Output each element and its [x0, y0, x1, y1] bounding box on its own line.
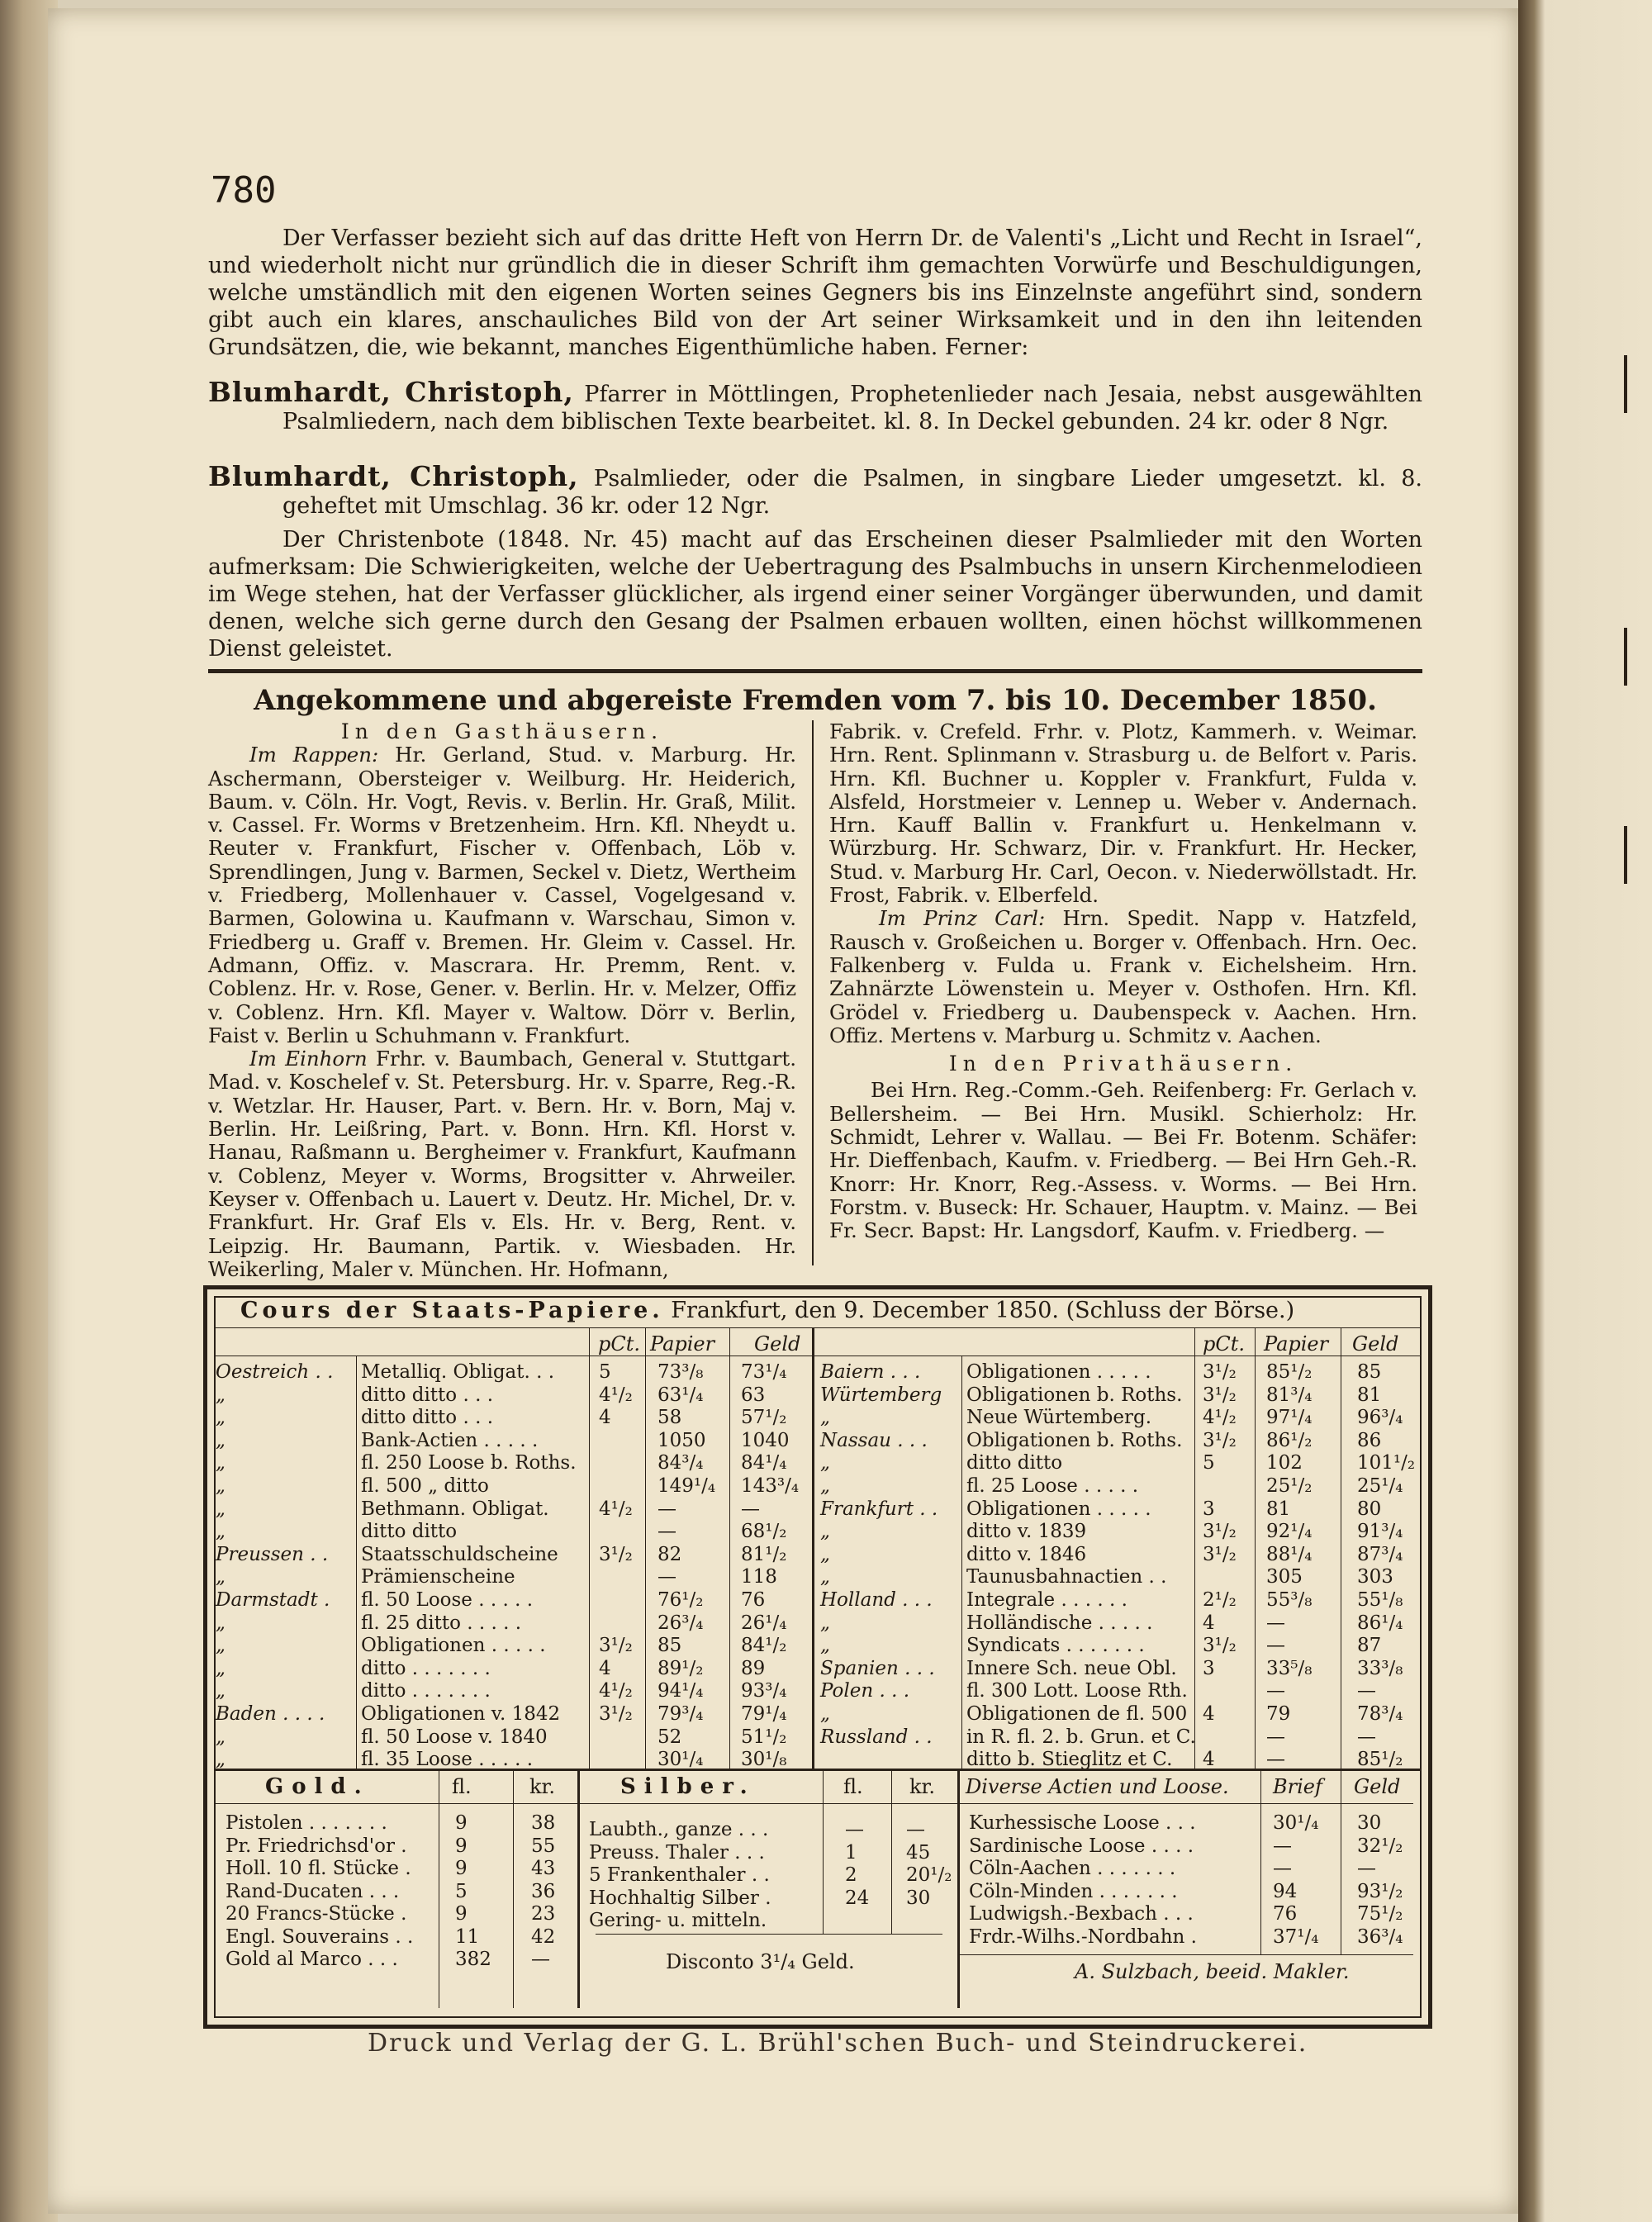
silber-row-name: 5 Frankenthaler . .: [589, 1864, 770, 1886]
right-row-geld: 85: [1357, 1361, 1382, 1383]
diverse-row-geld: 36³/₄: [1357, 1925, 1403, 1948]
right-row-papier: 55³/₈: [1266, 1589, 1313, 1611]
section-divider: [208, 669, 1422, 673]
left-row-pct: 3¹/₂: [599, 1703, 633, 1725]
diverse-row-name: Sardinische Loose . . . .: [969, 1835, 1194, 1857]
right-row-name: Innere Sch. neue Obl.: [966, 1657, 1177, 1679]
left-row-country: „: [216, 1726, 225, 1748]
right-row-geld: 80: [1357, 1498, 1382, 1520]
right-row-geld: 86¹/₄: [1357, 1612, 1403, 1634]
left-row-geld: 68¹/₂: [741, 1521, 787, 1543]
right-row-country: „: [820, 1407, 830, 1429]
book-entry-1-text: Pfarrer in Möttlingen, Prophetenlieder nach Jesaia, nebst ausgewählten Psalmliedern, nach dem biblischen Texte bearbeitet. kl. 8. In Deckel gebunden. 24 kr. oder 8 Ngr.: [282, 382, 1423, 434]
left-row-geld: 73¹/₄: [741, 1361, 787, 1383]
diverse-row-brief: 76: [1273, 1903, 1298, 1925]
diverse-row-name: Ludwigsh.-Bexbach . . .: [969, 1903, 1194, 1925]
diverse-row-brief: 94: [1273, 1880, 1298, 1902]
silber-row-fl: 2: [845, 1864, 857, 1886]
left-row-papier: 76¹/₂: [657, 1589, 704, 1611]
left-row-pct: 3¹/₂: [599, 1635, 633, 1657]
left-row-name: ditto ditto: [361, 1521, 458, 1543]
left-row-papier: 94¹/₄: [657, 1680, 704, 1702]
arrivals-heading: Angekommene und abgereiste Fremden vom 7. bis 10. December 1850.: [254, 684, 1377, 717]
right-row-pct: 3: [1203, 1498, 1215, 1520]
left-row-papier: 82: [657, 1543, 682, 1565]
right-row-pct: 4¹/₂: [1203, 1407, 1237, 1429]
left-row-papier: 89¹/₂: [657, 1657, 704, 1679]
left-row-name: Bethmann. Obligat.: [361, 1498, 549, 1520]
prinz-paragraph: [829, 907, 1417, 1047]
diverse-row-geld: —: [1357, 1858, 1376, 1879]
silber-row-kr: 45: [906, 1841, 931, 1864]
right-row-pct: 4: [1203, 1749, 1215, 1771]
right-row-name: ditto v. 1839: [966, 1521, 1087, 1543]
col-line: [645, 1327, 646, 1769]
facing-page-mark: [1624, 826, 1652, 884]
bottom-section-rule: [214, 1769, 1422, 1771]
left-row-name: ditto ditto . . .: [361, 1407, 494, 1429]
silber-row-fl: 1: [845, 1841, 857, 1864]
gold-row-name: 20 Francs-Stücke .: [225, 1903, 407, 1925]
right-row-pct: 3¹/₂: [1203, 1429, 1237, 1451]
disconto: Disconto 3¹/₄ Geld.: [666, 1950, 855, 1973]
left-row-country: Oestreich . .: [216, 1361, 334, 1383]
makler-rule: [957, 1954, 1413, 1955]
right-row-name: fl. 300 Lott. Loose Rth.: [966, 1680, 1188, 1702]
silber-row-name: Hochhaltig Silber .: [589, 1887, 771, 1909]
diverse-title: Diverse Actien und Loose.: [966, 1775, 1229, 1798]
left-row-name: fl. 35 Loose . . . . .: [361, 1749, 534, 1771]
right-row-geld: 85¹/₂: [1357, 1749, 1403, 1771]
right-header-papier: Papier: [1264, 1332, 1329, 1356]
book-entry-2-author: Blumhardt, Christoph,: [208, 460, 579, 492]
left-header-papier: Papier: [650, 1332, 715, 1356]
right-row-name: Taunusbahnactien . .: [966, 1566, 1167, 1588]
right-row-papier: 102: [1266, 1452, 1303, 1474]
left-row-papier: 30¹/₄: [657, 1749, 704, 1771]
silber-header-rule: [577, 1803, 957, 1804]
right-row-name: Neue Würtemberg.: [966, 1407, 1152, 1429]
silber-row-kr: 30: [906, 1887, 931, 1909]
review-paragraph-2: Der Christenbote (1848. Nr. 45) macht auf das Erscheinen dieser Psalmlieder mit den Worten aufmerksam: Die Schwierigkeiten, welche der Uebertragung des Psalmbuchs in unsern Kirchenmelodieen im Wege stehen, hat der Verfasser glücklicher, als irgend einer seiner Vorgänger überwunden, und damit denen, welche sich gerne durch den Gesang der Psalmen erbauen wollten, einen höchst willkommenen Dienst geleistet.: [208, 527, 1422, 662]
col2-paragraph: Fabrik. v. Crefeld. Frhr. v. Plotz, Kammerh. v. Weimar. Hrn. Rent. Splinmann v. Strasburg u. de Belfort v. Paris. Hrn. Kfl. Buchner u. Koppler v. Frankfurt, Fulda v. Alsfeld, Horstmeier v. Lennep u. Weber v. Andernach. Hrn. Kauff Ballin v. Frankfurt u. Henkelmann v. Würzburg. Hr. Schwarz, Dir. v. Frankfurt. Hr. Hecker, Stud. v. Marburg Hr. Carl, Oecon. v. Niederwöllstadt. Hr. Frost, Fabrik. v. Elberfeld.: [829, 719, 1417, 908]
left-header-geld: Geld: [754, 1332, 801, 1356]
right-row-geld: 78³/₄: [1357, 1703, 1403, 1725]
left-row-pct: 5: [599, 1361, 611, 1383]
rappen-text: Hr. Gerland, Stud. v. Marburg. Hr. Aschermann, Obersteiger v. Weilburg. Hr. Heiderich, Baum. v. Cöln. Hr. Vogt, Revis. v. Berlin. Hr. Graß, Milit. v. Cassel. Fr. Worms v Bretzenheim. Hrn. Kfl. Nheydt u. Reuter v. Frankfurt, Fischer v. Offenbach, Löb v. Sprendlingen, Jung v. Barmen, Seckel v. Dietz, Wertheim v. Friedberg, Mollenhauer v. Cassel, Vogelgesand v. Barmen, Golowina u. Kaufmann v. Warschau, Simon v. Friedberg u. Graff v. Bremen. Hr. Gleim v. Cassel. Hr. Admann, Offiz. v. Mascrara. Hr. Premm, Rent. v. Coblenz. Hr. v. Rose, Gener. v. Berlin. Hr. v. Melzer, Offiz v. Coblenz. Hrn. Kfl. Mayer v. Waltow. Dörr v. Berlin, Faist v. Berlin u Schuhmann v. Frankfurt.: [208, 743, 796, 1047]
right-row-name: in R. fl. 2. b. Grun. et C.: [966, 1726, 1196, 1748]
left-row-geld: 118: [741, 1566, 777, 1588]
silber-row-name: Laubth., ganze . . .: [589, 1819, 769, 1840]
right-row-papier: —: [1266, 1749, 1285, 1771]
right-row-papier: 85¹/₂: [1266, 1361, 1313, 1383]
right-row-country: „: [820, 1612, 830, 1634]
col-line: [589, 1327, 590, 1769]
book-entry-1: [208, 378, 1422, 435]
right-row-pct: 3¹/₂: [1203, 1521, 1237, 1543]
einhorn-paragraph: [208, 1047, 796, 1281]
book-entry-1-author: Blumhardt, Christoph,: [208, 376, 574, 408]
facing-page-edge: [1518, 0, 1652, 2222]
gold-row-fl: 9: [455, 1835, 468, 1857]
left-row-name: Bank-Actien . . . . .: [361, 1429, 539, 1451]
left-row-papier: 1050: [657, 1429, 706, 1451]
left-row-geld: 57¹/₂: [741, 1407, 787, 1429]
right-row-papier: 79: [1266, 1703, 1291, 1725]
right-row-pct: 4: [1203, 1703, 1215, 1725]
col-divider-main: [812, 1327, 814, 1769]
gold-row-kr: 23: [531, 1903, 556, 1925]
right-row-geld: 87³/₄: [1357, 1543, 1403, 1565]
right-row-pct: 2¹/₂: [1203, 1589, 1237, 1611]
left-row-geld: 26¹/₄: [741, 1612, 787, 1634]
book-entry-2-text: Psalmlieder, oder die Psalmen, in singbare Lieder umgesetzt. kl. 8. geheftet mit Umschlag. 36 kr. oder 12 Ngr.: [282, 466, 1423, 519]
left-row-country: Darmstadt .: [216, 1589, 330, 1611]
gold-row-fl: 9: [455, 1858, 468, 1879]
right-row-country: Nassau . . .: [820, 1429, 928, 1451]
left-row-name: Obligationen . . . . .: [361, 1635, 546, 1657]
left-row-papier: —: [657, 1521, 676, 1543]
einhorn-text: Frhr. v. Baumbach, General v. Stuttgart. Mad. v. Koschelef v. St. Petersburg. Hr. v. Sparre, Reg.-R. v. Wetzlar. Hr. Hauser, Part. v. Bern. Hr. v. Born, Maj v. Berlin. Hr. Leißring, Part. v. Bonn. Hrn. Kfl. Horst v. Hanau, Raßmann u. Bergheimer v. Frankfurt, Kaufmann v. Coblenz, Meyer v. Worms, Brogsitter v. Ahrweiler. Keyser v. Offenbach u. Lauert v. Deutz. Hr. Michel, Dr. v. Frankfurt. Hr. Graf Els v. Els. Hr. v. Berg, Rent. v. Leipzig. Hr. Baumann, Partik. v. Wiesbaden. Hr. Weikerling, Maler v. München. Hr. Hofmann,: [208, 1047, 797, 1281]
silber-line: [891, 1769, 892, 1934]
right-row-country: „: [820, 1543, 830, 1565]
right-row-name: Obligationen de fl. 500: [966, 1703, 1188, 1725]
right-row-name: ditto b. Stieglitz et C.: [966, 1749, 1173, 1771]
gold-row-name: Rand-Ducaten . . .: [225, 1880, 400, 1902]
gold-header-rule: [214, 1803, 577, 1804]
book-entry-2: [208, 460, 1423, 520]
right-row-geld: —: [1357, 1680, 1376, 1702]
diverse-row-geld: 93¹/₂: [1357, 1880, 1403, 1902]
silber-diverse-divider: [957, 1769, 960, 2008]
gold-row-fl: 382: [455, 1949, 491, 1970]
right-row-name: ditto v. 1846: [966, 1543, 1087, 1565]
left-row-pct: 4¹/₂: [599, 1680, 633, 1702]
right-row-name: Holländische . . . . .: [966, 1612, 1153, 1634]
right-row-name: Syndicats . . . . . . .: [966, 1635, 1145, 1657]
left-row-geld: 30¹/₈: [741, 1749, 787, 1771]
right-row-geld: 55¹/₈: [1357, 1589, 1403, 1611]
left-row-pct: 3¹/₂: [599, 1543, 633, 1565]
facing-page-mark: [1624, 355, 1652, 413]
gold-row-name: Pr. Friedrichsd'or .: [225, 1835, 407, 1857]
right-row-pct: 3¹/₂: [1203, 1635, 1237, 1657]
left-row-papier: —: [657, 1498, 676, 1520]
right-row-papier: 81³/₄: [1266, 1384, 1313, 1406]
left-row-country: Preussen . .: [216, 1543, 329, 1565]
rappen-label: Im Rappen:: [249, 743, 379, 767]
left-row-country: „: [216, 1635, 225, 1657]
diverse-header-rule: [957, 1803, 1413, 1804]
left-row-country: „: [216, 1475, 225, 1497]
right-row-name: Obligationen . . . . .: [966, 1498, 1151, 1520]
right-row-papier: 25¹/₂: [1266, 1475, 1313, 1497]
left-row-geld: 76: [741, 1589, 766, 1611]
right-header-pct: pCt.: [1203, 1332, 1245, 1356]
left-row-papier: 79³/₄: [657, 1703, 704, 1725]
col-line: [356, 1356, 357, 1769]
right-row-country: „: [820, 1635, 830, 1657]
privat-paragraph: Bei Hrn. Reg.-Comm.-Geh. Reifenberg: Fr. Gerlach v. Bellersheim. — Bei Hrn. Musikl. Schierholz: Hr. Schmidt, Lehrer v. Wallau. — Bei Fr. Botenm. Schäfer: Hr. Dieffenbach, Kaufm. v. Friedberg. — Bei Hrn Geh.-R. Knorr: Hr. Knorr, Reg.-Assess. v. Worms. — Bei Hrn. Forstm. v. Buseck: Hr. Schauer, Hauptm. v. Mainz. — Bei Fr. Secr. Bapst: Hr. Langsdorf, Kaufm. v. Friedberg. —: [829, 1078, 1417, 1243]
left-row-geld: 79¹/₄: [741, 1703, 787, 1725]
left-row-name: fl. 500 „ ditto: [361, 1475, 489, 1497]
silber-row-name: Preuss. Thaler . . .: [589, 1841, 765, 1864]
gold-row-kr: 42: [531, 1925, 556, 1948]
diverse-row-name: Kurhessische Loose . . .: [969, 1812, 1196, 1834]
left-row-geld: 81¹/₂: [741, 1543, 787, 1565]
right-row-country: „: [820, 1475, 830, 1497]
left-row-papier: 85: [657, 1635, 682, 1657]
subhead-privathaeuser: In den Privathäusern.: [948, 1052, 1298, 1076]
diverse-row-brief: 37¹/₄: [1273, 1925, 1319, 1948]
prinz-label: Im Prinz Carl:: [879, 906, 1046, 931]
left-row-name: fl. 25 ditto . . . . .: [361, 1612, 522, 1634]
left-row-country: „: [216, 1612, 225, 1634]
right-row-geld: 81: [1357, 1384, 1382, 1406]
left-row-papier: 52: [657, 1726, 682, 1748]
right-row-pct: 3: [1203, 1657, 1215, 1679]
right-row-geld: 87: [1357, 1635, 1382, 1657]
right-row-country: Russland . .: [820, 1726, 933, 1748]
right-row-name: Obligationen b. Roths.: [966, 1384, 1183, 1406]
stock-table: [203, 1285, 1432, 2029]
diverse-row-brief: —: [1273, 1835, 1292, 1857]
right-row-papier: 81: [1266, 1498, 1291, 1520]
right-row-country: Baiern . . .: [820, 1361, 921, 1383]
right-row-geld: 303: [1357, 1566, 1393, 1588]
right-row-geld: —: [1357, 1726, 1376, 1748]
right-row-geld: 101¹/₂: [1357, 1452, 1416, 1474]
left-header-pct: pCt.: [598, 1332, 640, 1356]
silber-row-kr: —: [906, 1819, 925, 1840]
left-row-country: „: [216, 1657, 225, 1679]
right-row-country: Holland . . .: [820, 1589, 933, 1611]
left-row-name: fl. 50 Loose v. 1840: [361, 1726, 548, 1748]
left-row-country: Baden . . . .: [216, 1703, 325, 1725]
left-row-name: Prämienscheine: [361, 1566, 515, 1588]
left-row-country: „: [216, 1498, 225, 1520]
left-row-papier: 63¹/₄: [657, 1384, 704, 1406]
left-row-pct: 4: [599, 1657, 611, 1679]
left-row-pct: 4¹/₂: [599, 1498, 633, 1520]
left-row-papier: 58: [657, 1407, 682, 1429]
review-paragraph-1: Der Verfasser bezieht sich auf das dritte Heft von Herrn Dr. de Valenti's „Licht und Recht in Israel“, und wiederholt nicht nur gründlich die in dieser Schrift ihm gemachten Vorwürfe und Beschuldigungen, welche umständlich mit den eigenen Worten seines Gegners bis ins Einzelnste angeführt sind, sondern gibt auch ein klares, anschauliches Bild von der Art seiner Wirksamkeit und in den ihn leitenden Grundsätzen, die, wie bekannt, manches Eigenthümliche haben. Ferner:: [208, 226, 1422, 360]
gold-row-fl: 11: [455, 1925, 480, 1948]
right-row-geld: 96³/₄: [1357, 1407, 1403, 1429]
col-line: [961, 1356, 962, 1769]
gold-kr-header: kr.: [529, 1775, 556, 1798]
silber-title: Silber.: [620, 1774, 756, 1799]
silber-fl-header: fl.: [843, 1775, 863, 1798]
silber-kr-header: kr.: [909, 1775, 936, 1798]
arrivals-column-left: [208, 720, 796, 1281]
left-row-name: ditto . . . . . . .: [361, 1680, 491, 1702]
gold-row-name: Gold al Marco . . .: [225, 1949, 398, 1970]
disconto-rule: [596, 1934, 942, 1935]
right-row-papier: 33⁵/₈: [1266, 1657, 1313, 1679]
right-row-papier: —: [1266, 1726, 1285, 1748]
col-line: [729, 1327, 730, 1769]
gold-row-kr: 43: [531, 1858, 556, 1879]
right-row-geld: 86: [1357, 1429, 1382, 1451]
page-number: 780: [211, 169, 277, 211]
left-row-name: fl. 50 Loose . . . . .: [361, 1589, 534, 1611]
gold-row-kr: 55: [531, 1835, 556, 1857]
right-row-papier: —: [1266, 1680, 1285, 1702]
right-row-country: Frankfurt . .: [820, 1498, 938, 1520]
facing-page-mark: [1624, 628, 1652, 686]
gold-row-fl: 9: [455, 1812, 468, 1834]
col-line: [1255, 1327, 1256, 1769]
left-row-name: Metalliq. Obligat. . .: [361, 1361, 555, 1383]
subhead-gasthaeuser: In den Gasthäusern.: [340, 719, 664, 743]
right-row-pct: 4: [1203, 1612, 1215, 1634]
right-row-country: Polen . . .: [820, 1680, 910, 1702]
left-row-papier: —: [657, 1566, 676, 1588]
left-row-country: „: [216, 1452, 225, 1474]
silber-line: [823, 1769, 824, 1934]
right-row-pct: 3¹/₂: [1203, 1361, 1237, 1383]
gold-row-kr: —: [531, 1949, 550, 1970]
right-row-name: Obligationen . . . . .: [966, 1361, 1151, 1383]
right-row-papier: 86¹/₂: [1266, 1429, 1313, 1451]
right-row-country: Spanien . . .: [820, 1657, 935, 1679]
right-row-papier: 305: [1266, 1566, 1303, 1588]
left-row-country: „: [216, 1384, 225, 1406]
left-row-country: „: [216, 1521, 225, 1543]
title-rule: [214, 1327, 1422, 1328]
gold-fl-header: fl.: [452, 1775, 472, 1798]
diverse-row-name: Cöln-Minden . . . . . . .: [969, 1880, 1178, 1902]
left-row-country: „: [216, 1566, 225, 1588]
right-row-name: ditto ditto: [966, 1452, 1063, 1474]
left-row-geld: 84¹/₂: [741, 1635, 787, 1657]
left-row-geld: —: [741, 1498, 760, 1520]
silber-row-kr: 20¹/₂: [906, 1864, 952, 1886]
diverse-line: [1260, 1769, 1261, 1954]
right-row-geld: 33³/₈: [1357, 1657, 1403, 1679]
gold-line: [513, 1769, 514, 2008]
left-row-papier: 26³/₄: [657, 1612, 704, 1634]
right-row-country: „: [820, 1521, 830, 1543]
prinz-text: Hrn. Spedit. Napp v. Hatzfeld, Rausch v. Großeichen u. Borger v. Offenbach. Hrn. Oec. Falkenberg v. Fulda u. Frank v. Eichelsheim. Hrn. Zahnärzte Löwenstein u. Meyer v. Osthofen. Hrn. Kfl. Grödel v. Friedberg u. Daubenspeck v. Aachen. Hrn. Offiz. Mertens v. Marburg u. Schmitz v. Aachen.: [829, 906, 1418, 1047]
right-row-country: „: [820, 1452, 830, 1474]
right-row-papier: —: [1266, 1612, 1285, 1634]
gold-row-name: Pistolen . . . . . . .: [225, 1812, 387, 1834]
silber-row-name: Gering- u. mitteln.: [589, 1910, 767, 1931]
left-row-geld: 1040: [741, 1429, 790, 1451]
silber-row-fl: 24: [845, 1887, 870, 1909]
left-row-name: fl. 250 Loose b. Roths.: [361, 1452, 577, 1474]
left-row-papier: 73³/₈: [657, 1361, 704, 1383]
right-row-pct: 3¹/₂: [1203, 1543, 1237, 1565]
left-row-name: ditto ditto . . .: [361, 1384, 494, 1406]
left-row-country: „: [216, 1429, 225, 1451]
gold-silber-divider: [577, 1769, 580, 2008]
left-row-geld: 51¹/₂: [741, 1726, 787, 1748]
right-row-country: „: [820, 1703, 830, 1725]
diverse-row-brief: —: [1273, 1858, 1292, 1879]
left-row-name: Staatsschuldscheine: [361, 1543, 558, 1565]
left-row-pct: 4¹/₂: [599, 1384, 633, 1406]
right-row-papier: 97¹/₄: [1266, 1407, 1313, 1429]
gold-title: Gold.: [265, 1774, 370, 1799]
left-row-papier: 149¹/₄: [657, 1475, 716, 1497]
makler: A. Sulzbach, beeid. Makler.: [1075, 1960, 1350, 1983]
right-row-country: Würtemberg: [820, 1384, 942, 1406]
column-divider: [812, 720, 814, 1265]
right-row-papier: —: [1266, 1635, 1285, 1657]
diverse-row-geld: 32¹/₂: [1357, 1835, 1403, 1857]
diverse-row-name: Frdr.-Wilhs.-Nordbahn .: [969, 1925, 1197, 1948]
stock-title-bold: Cours der Staats-Papiere.: [240, 1298, 664, 1323]
left-row-geld: 63: [741, 1384, 766, 1406]
col-line: [1194, 1327, 1195, 1769]
diverse-row-geld: 30: [1357, 1812, 1382, 1834]
silber-row-fl: —: [845, 1819, 864, 1840]
gold-row-fl: 5: [455, 1880, 468, 1902]
right-row-country: „: [820, 1566, 830, 1588]
right-row-name: Obligationen b. Roths.: [966, 1429, 1183, 1451]
right-row-geld: 25¹/₄: [1357, 1475, 1403, 1497]
left-row-geld: 143³/₄: [741, 1475, 800, 1497]
diverse-geld-header: Geld: [1354, 1775, 1401, 1798]
left-row-country: „: [216, 1749, 225, 1771]
left-row-name: ditto . . . . . . .: [361, 1657, 491, 1679]
gold-row-name: Engl. Souverains . .: [225, 1925, 414, 1948]
left-row-pct: 4: [599, 1407, 611, 1429]
right-row-papier: 92¹/₄: [1266, 1521, 1313, 1543]
gold-row-kr: 36: [531, 1880, 556, 1902]
stock-title-rest: Frankfurt, den 9. December 1850. (Schluss der Börse.): [663, 1298, 1295, 1323]
left-row-country: „: [216, 1407, 225, 1429]
printer-footer: Druck und Verlag der G. L. Brühl'schen Buch- und Steindruckerei.: [368, 2029, 1308, 2058]
left-row-geld: 93³/₄: [741, 1680, 787, 1702]
rappen-paragraph: [208, 743, 796, 1047]
right-row-name: Integrale . . . . . .: [966, 1589, 1127, 1611]
left-row-papier: 84³/₄: [657, 1452, 704, 1474]
einhorn-label: Im Einhorn: [249, 1047, 368, 1071]
right-row-pct: 5: [1203, 1452, 1215, 1474]
gold-row-fl: 9: [455, 1903, 468, 1925]
left-row-name: Obligationen v. 1842: [361, 1703, 561, 1725]
right-header-geld: Geld: [1352, 1332, 1399, 1356]
right-row-geld: 91³/₄: [1357, 1521, 1403, 1543]
diverse-row-geld: 75¹/₂: [1357, 1903, 1403, 1925]
stock-table-title: [240, 1298, 1430, 1323]
left-row-geld: 89: [741, 1657, 766, 1679]
right-row-pct: 3¹/₂: [1203, 1384, 1237, 1406]
arrivals-column-right: [829, 720, 1417, 1243]
diverse-row-name: Cöln-Aachen . . . . . . .: [969, 1858, 1176, 1879]
right-row-papier: 88¹/₄: [1266, 1543, 1313, 1565]
diverse-brief-header: Brief: [1273, 1775, 1322, 1798]
left-row-country: „: [216, 1680, 225, 1702]
gold-row-kr: 38: [531, 1812, 556, 1834]
gold-row-name: Holl. 10 fl. Stücke .: [225, 1858, 411, 1879]
right-row-name: fl. 25 Loose . . . . .: [966, 1475, 1139, 1497]
left-row-geld: 84¹/₄: [741, 1452, 787, 1474]
diverse-row-brief: 30¹/₄: [1273, 1812, 1319, 1834]
